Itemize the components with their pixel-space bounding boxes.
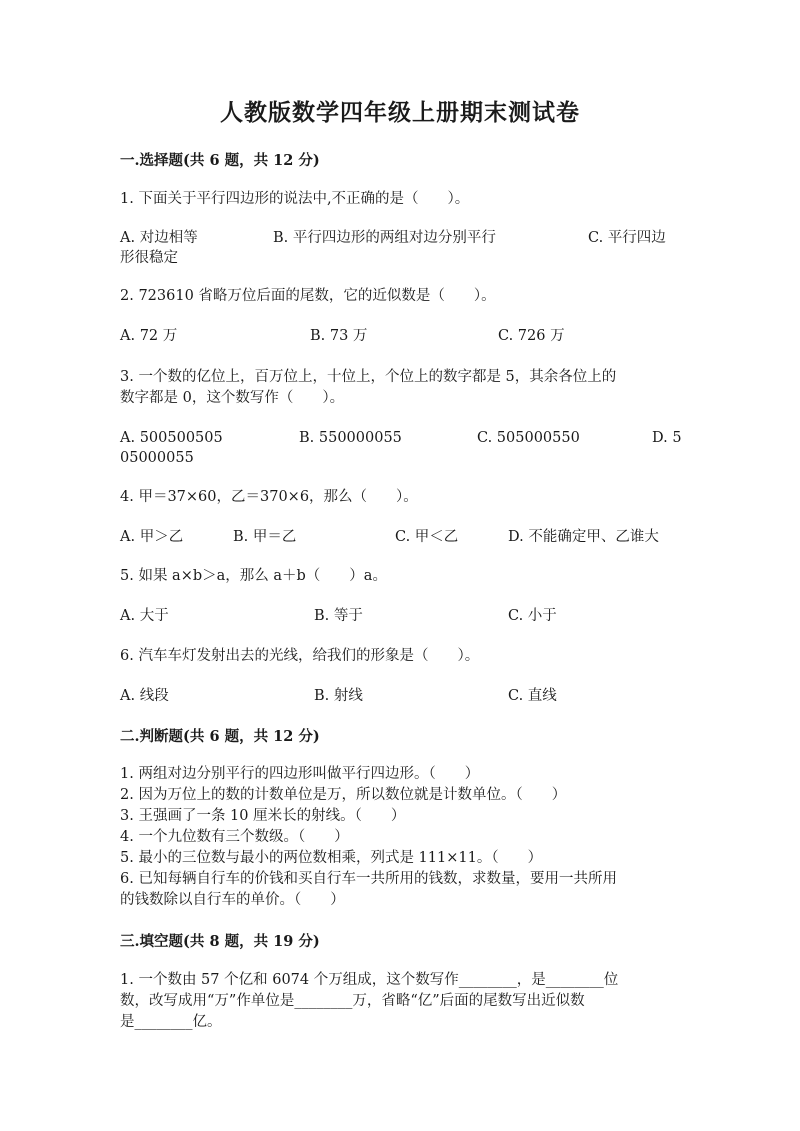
option-c: C. 小于: [508, 608, 557, 624]
option-b: B. 550000055: [299, 430, 402, 446]
judgment-line: 4. 一个九位数有三个数级。（ ）: [120, 829, 349, 845]
option-d-continued: 05000055: [120, 450, 194, 466]
option-d: D. 5: [652, 430, 682, 446]
judgment-line: 5. 最小的三位数与最小的两位数相乘，列式是 111×11。（ ）: [120, 850, 543, 866]
option-a: A. 甲＞乙: [120, 529, 184, 545]
question-stem: 4. 甲＝37×60，乙＝370×6，那么（ ）。: [120, 489, 418, 505]
question-stem: 6. 汽车车灯发射出去的光线，给我们的形象是（ ）。: [120, 648, 480, 664]
fill-in-line: 数，改写成用“万”作单位是________万，省略“亿”后面的尾数写出近似数: [120, 993, 585, 1009]
fill-in-line: 1. 一个数由 57 个亿和 6074 个万组成，这个数写作________，是________位: [120, 972, 619, 988]
option-a: A. 500500505: [120, 430, 223, 446]
option-b: B. 73 万: [310, 328, 368, 344]
judgment-line: 6. 已知每辆自行车的价钱和买自行车一共所用的钱数，求数量，要用一共所用: [120, 871, 617, 887]
option-b: B. 甲＝乙: [233, 529, 297, 545]
option-c: C. 甲＜乙: [395, 529, 459, 545]
section-heading-fill-in: 三.填空题(共 8 题，共 19 分): [120, 933, 320, 950]
section-heading-choice: 一.选择题(共 6 题，共 12 分): [120, 152, 320, 169]
section-heading-judgment: 二.判断题(共 6 题，共 12 分): [120, 728, 320, 745]
option-c: C. 505000550: [477, 430, 580, 446]
judgment-line: 3. 王强画了一条 10 厘米长的射线。（ ）: [120, 808, 406, 824]
option-c: C. 726 万: [498, 328, 565, 344]
option-b: B. 平行四边形的两组对边分别平行: [273, 230, 496, 246]
option-d: D. 不能确定甲、乙谁大: [508, 529, 659, 545]
option-c: C. 平行四边: [588, 230, 666, 246]
question-stem: 2. 723610 省略万位后面的尾数，它的近似数是（ ）。: [120, 288, 496, 304]
question-stem: 5. 如果 a×b＞a，那么 a＋b（ ）a。: [120, 568, 387, 584]
question-stem: 1. 下面关于平行四边形的说法中,不正确的是（ ）。: [120, 191, 470, 207]
judgment-line: 的钱数除以自行车的单价。（ ）: [120, 892, 345, 908]
option-a: A. 大于: [120, 608, 169, 624]
fill-in-line: 是________亿。: [120, 1014, 222, 1030]
option-b: B. 等于: [314, 608, 363, 624]
question-stem-line-1: 3. 一个数的亿位上，百万位上，十位上，个位上的数字都是 5，其余各位上的: [120, 369, 617, 385]
option-a: A. 线段: [120, 688, 169, 704]
page-title: 人教版数学四年级上册期末测试卷: [220, 99, 580, 126]
option-c: C. 直线: [508, 688, 557, 704]
option-b: B. 射线: [314, 688, 363, 704]
question-stem-line-2: 数字都是 0，这个数写作（ ）。: [120, 390, 345, 406]
option-c-continued: 形很稳定: [120, 250, 178, 266]
judgment-line: 2. 因为万位上的数的计数单位是万，所以数位就是计数单位。（ ）: [120, 787, 567, 803]
judgment-line: 1. 两组对边分别平行的四边形叫做平行四边形。（ ）: [120, 766, 480, 782]
option-a: A. 72 万: [120, 328, 178, 344]
option-a: A. 对边相等: [120, 230, 198, 246]
